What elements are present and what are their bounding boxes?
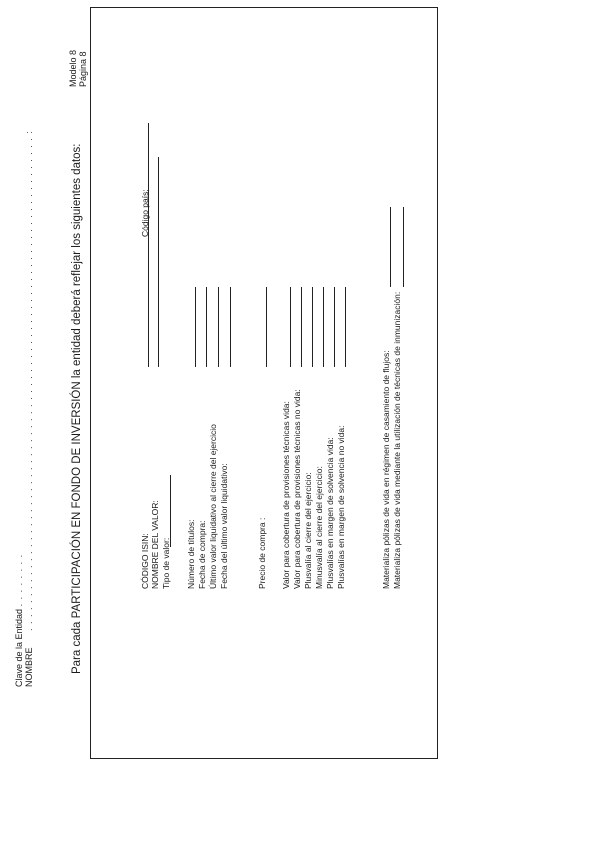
ultimo-valor-label: Último valor liquidativo al cierre del ejercicio [208, 424, 218, 589]
tipo-valor-label: Tipo de valor: [161, 537, 171, 589]
tipo-valor-field-line[interactable] [170, 475, 171, 547]
fecha-compra-field-line[interactable] [206, 287, 207, 367]
fecha-ultimo-valor-field-line[interactable] [230, 287, 231, 367]
valor-vida-label: Valor para cobertura de provisiones técnicas vida: [281, 401, 291, 589]
nombre-valor-field-line[interactable] [158, 157, 159, 367]
clave-entidad-dots: . . . . . . . . [14, 553, 24, 607]
form-title [72, 143, 82, 674]
numero-titulos-field-line[interactable] [195, 287, 196, 367]
plusvalias-no-vida-field-line[interactable] [345, 287, 346, 367]
title-emphasis: PARTICIPACIÓN EN FONDO DE INVERSIÓN [71, 381, 83, 619]
title-suffix: la entidad deberá reflejar los siguientes datos: [71, 143, 83, 382]
valor-vida-field-line[interactable] [290, 287, 291, 367]
minusvalia-cierre-field-line[interactable] [323, 287, 324, 367]
nombre-dots: . . . . . . . . . . . . . . . . . . . . . . . . . . . . . . . . . . . . . . . . . . . . . . . . . . . . . . . . . . . . . . . . . . . . . . . : [24, 130, 34, 631]
title-prefix: Para cada [71, 618, 83, 674]
ultimo-valor-field-line[interactable] [218, 287, 219, 367]
precio-compra-field-line[interactable] [266, 287, 267, 367]
pagina-label: Página 8 [78, 51, 88, 87]
fecha-ultimo-valor-label: Fecha del último valor liquidativo: [219, 463, 229, 589]
nombre-valor-label: NOMBRE DEL VALOR: [150, 500, 160, 589]
codigo-pais-field-line[interactable] [148, 123, 149, 175]
inmunizacion-field-line[interactable] [403, 207, 404, 287]
valor-no-vida-label: Valor para cobertura de provisiones técnicas no vida: [292, 389, 302, 589]
inmunizacion-label: Materializa pólizas de vida mediante la utilización de técnicas de inmunización: [392, 291, 402, 589]
minusvalia-cierre-label: Minusvalía al cierre del ejercicio: [314, 466, 324, 589]
nombre-label: NOMBRE [24, 647, 34, 687]
plusvalia-cierre-label: Plusvalía al cierre del ejercicio: [303, 472, 313, 589]
codigo-pais-label: Código país: [140, 189, 150, 237]
plusvalia-cierre-field-line[interactable] [312, 287, 313, 367]
precio-compra-label: Precio de compra : [257, 517, 267, 589]
casamiento-flujos-label: Materializa pólizas de vida en régimen de casamiento de flujos: [381, 350, 391, 589]
isin-field-line[interactable] [148, 147, 149, 367]
clave-entidad-label: Clave de la Entidad [14, 608, 24, 687]
clave-entidad-row [14, 554, 24, 687]
plusvalias-vida-label: Plusvalías en margen de solvencia vida: [325, 437, 335, 589]
nombre-row [24, 130, 34, 687]
plusvalias-vida-field-line[interactable] [334, 287, 335, 367]
isin-label: CÓDIGO ISIN: [140, 533, 150, 589]
fecha-compra-label: Fecha de compra: [197, 520, 207, 589]
casamiento-flujos-field-line[interactable] [390, 207, 391, 287]
valor-no-vida-field-line[interactable] [301, 287, 302, 367]
numero-titulos-label: Número de títulos: [186, 519, 196, 589]
modelo-label: Modelo 8 [68, 49, 78, 87]
plusvalias-no-vida-label: Plusvalías en margen de solvencia no vida: [336, 425, 346, 589]
